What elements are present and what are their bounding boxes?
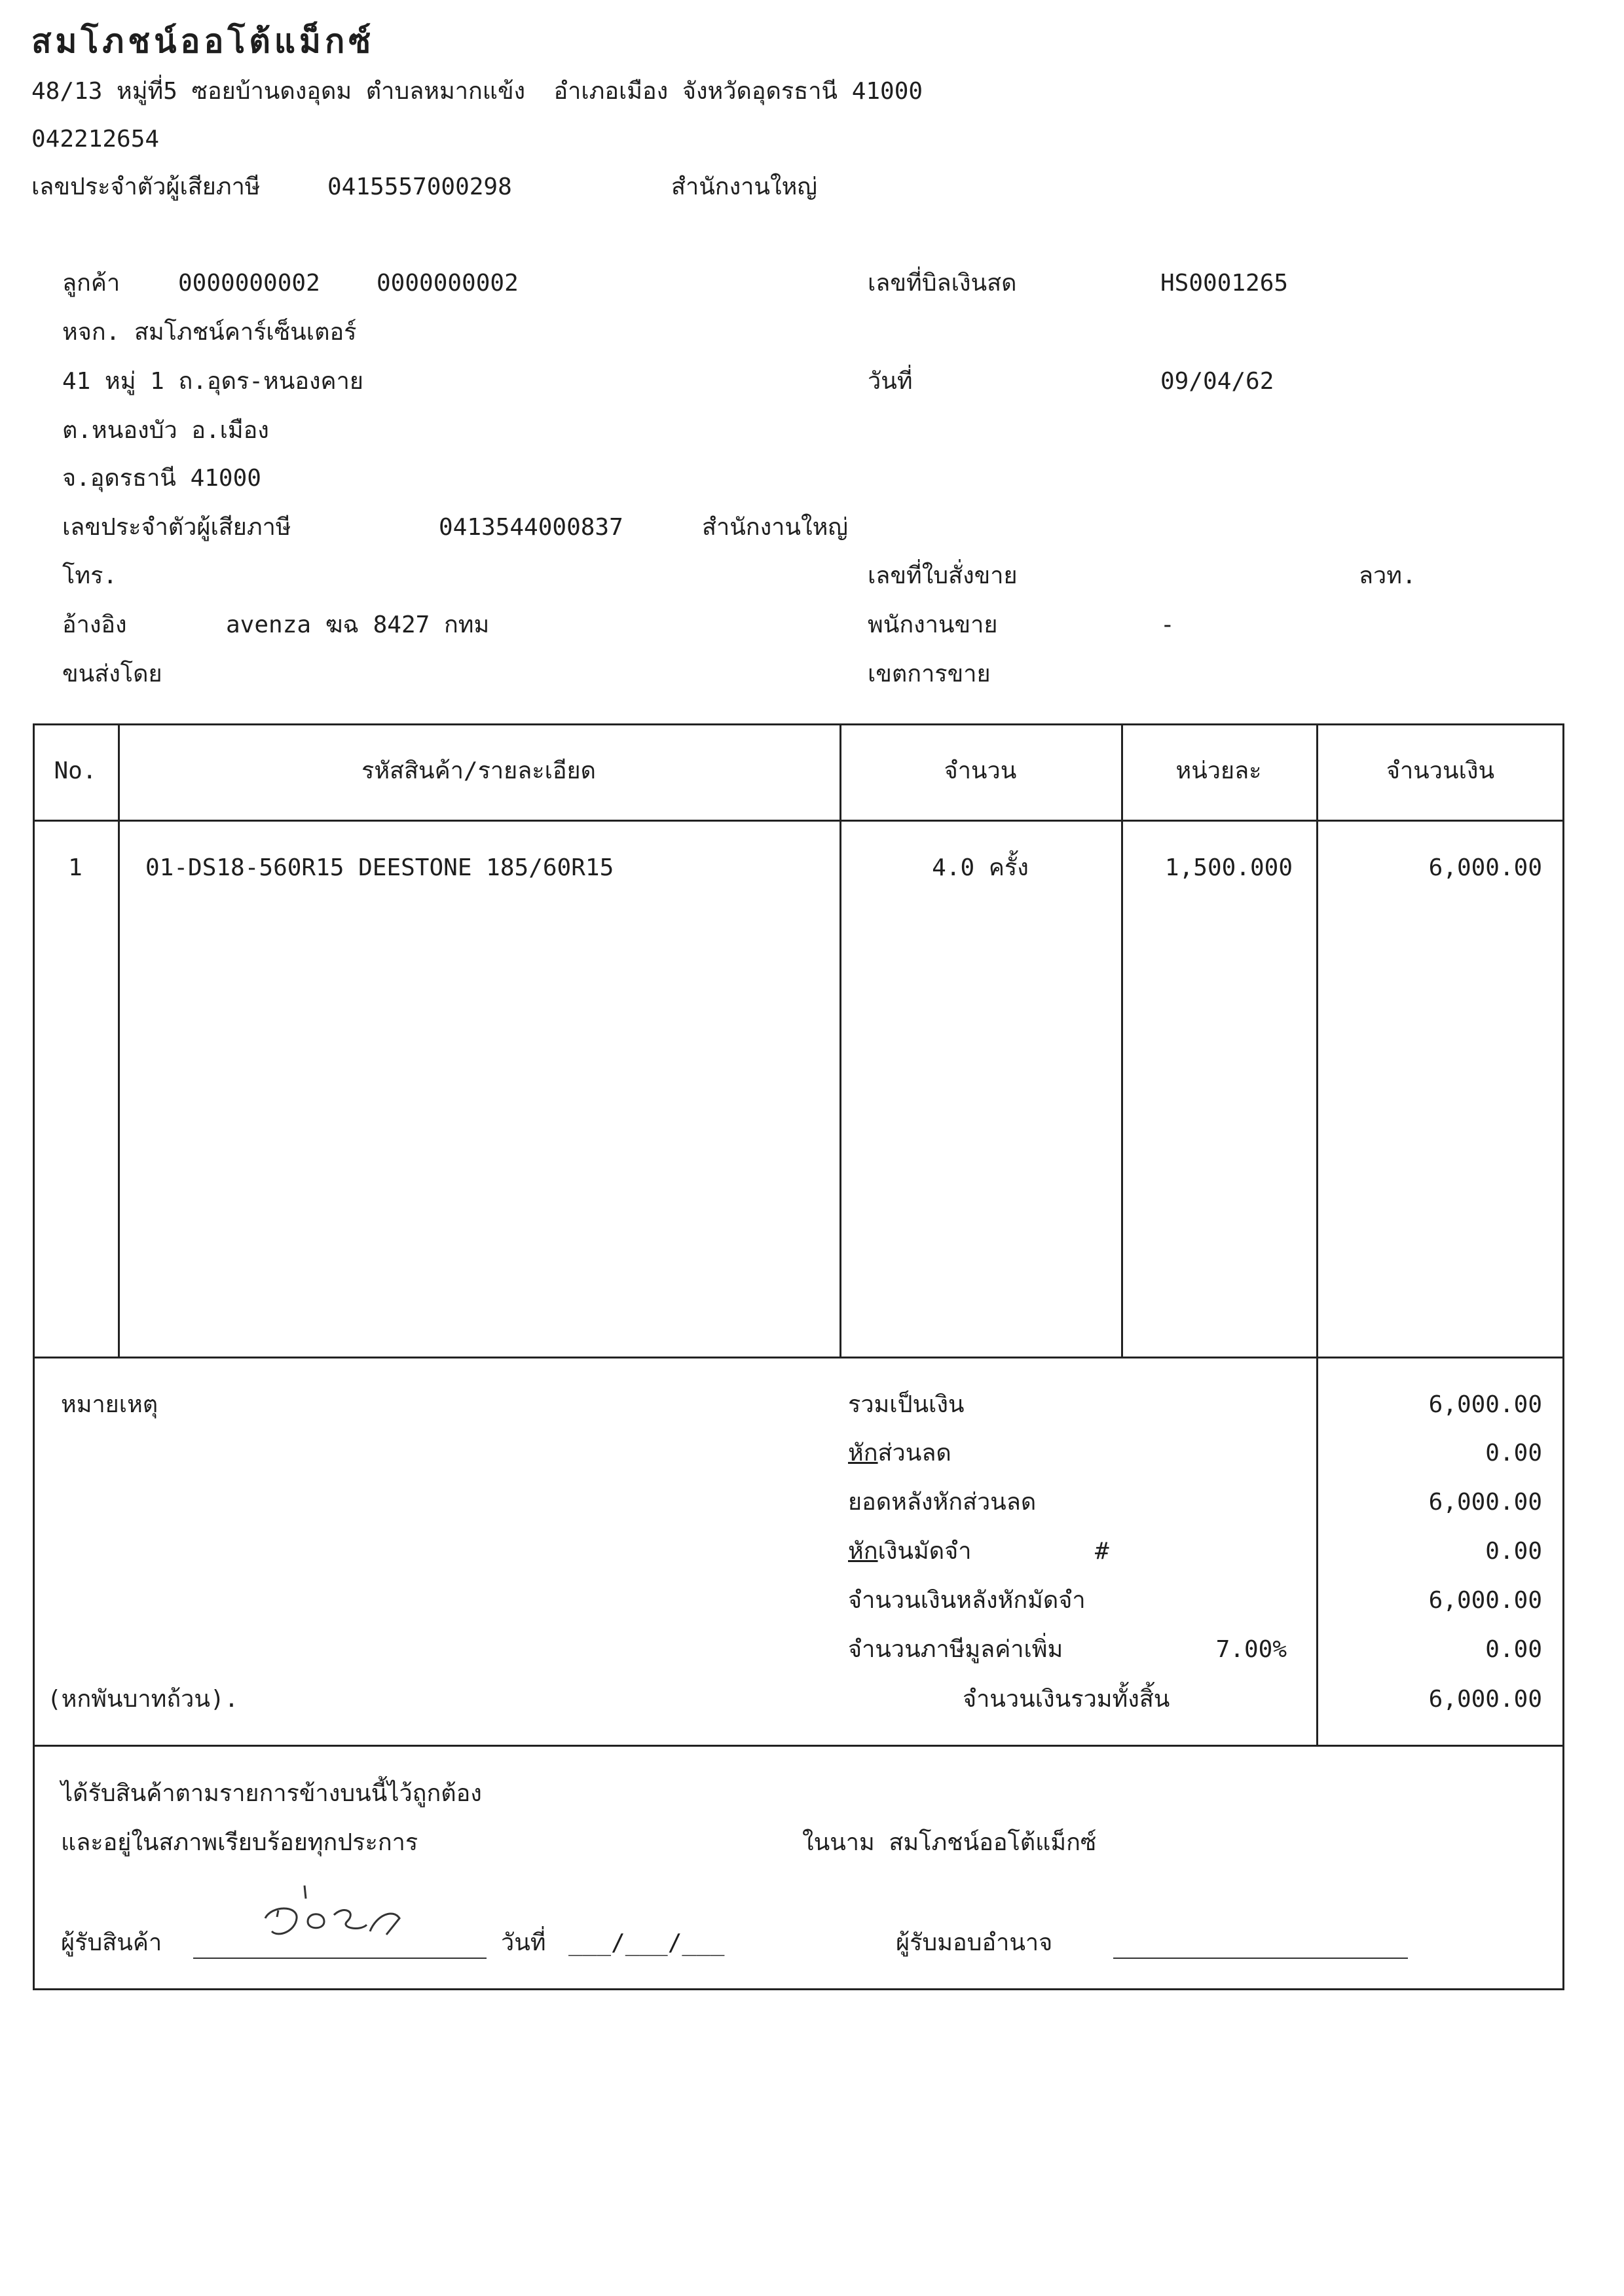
- item-amount: 6,000.00: [1428, 854, 1542, 881]
- customer-code-2: 0000000002: [377, 270, 519, 297]
- reference-label: อ้างอิง: [62, 611, 127, 638]
- after-deposit-label: จำนวนเงินหลังหักมัดจำ: [848, 1587, 1086, 1614]
- receiver-signature-line: [193, 1958, 487, 1959]
- col-divider-1: [118, 723, 120, 1357]
- company-tax-id: 0415557000298: [327, 173, 512, 200]
- totals-bottom-divider: [33, 1745, 1564, 1747]
- salesperson-value: -: [1160, 611, 1175, 638]
- company-tax-label: เลขประจำตัวผู้เสียภาษี: [31, 173, 261, 200]
- customer-code-1: 0000000002: [178, 270, 320, 297]
- item-description: 01-DS18-560R15 DEESTONE 185/60R15: [145, 854, 614, 881]
- item-no: 1: [68, 854, 83, 881]
- salesperson-label: พนักงานขาย: [868, 611, 998, 638]
- header-amount: จำนวนเงิน: [1386, 757, 1495, 784]
- shipped-by-label: ขนส่งโดย: [62, 661, 162, 687]
- receiver-label: ผู้รับสินค้า: [61, 1929, 162, 1956]
- receive-date-blank: ___/___/___: [568, 1929, 725, 1956]
- deposit-prefix: หัก: [848, 1538, 878, 1565]
- invoice-number: HS0001265: [1160, 270, 1289, 297]
- discount-value: 0.00: [1485, 1440, 1542, 1467]
- subtotal-value: 6,000.00: [1428, 1391, 1542, 1418]
- company-phone: 042212654: [31, 126, 160, 153]
- grand-total-label: จำนวนเงินรวมทั้งสิ้น: [963, 1686, 1170, 1713]
- received-statement-2: และอยู่ในสภาพเรียบร้อยทุกประการ: [61, 1829, 418, 1856]
- after-discount-value: 6,000.00: [1428, 1489, 1542, 1516]
- deposit-hash: #: [1095, 1538, 1109, 1565]
- company-name: สมโภชน์ออโต้แม็กซ์: [31, 22, 375, 60]
- discount-text: ส่วนลด: [877, 1440, 951, 1467]
- deposit-label: [848, 1540, 971, 1563]
- received-statement-1: ได้รับสินค้าตามรายการข้างบนนี้ไว้ถูกต้อง: [61, 1780, 482, 1807]
- after-discount-label: ยอดหลังหักส่วนลด: [848, 1489, 1037, 1516]
- discount-label: [848, 1442, 951, 1465]
- header-unit-price: หน่วยละ: [1175, 757, 1262, 784]
- item-unit-price: 1,500.000: [1164, 854, 1293, 881]
- reference-value: avenza ฆฉ 8427 กทม: [226, 611, 490, 638]
- on-behalf-of: ในนาม สมโภชน์ออโต้แม็กซ์: [802, 1829, 1097, 1856]
- receiver-signature: [252, 1879, 409, 1951]
- sales-area-label: เขตการขาย: [868, 661, 991, 687]
- customer-tax-id: 0413544000837: [439, 514, 623, 541]
- header-divider: [33, 820, 1564, 822]
- customer-phone-label: โทร.: [62, 562, 118, 589]
- deposit-value: 0.00: [1485, 1538, 1542, 1565]
- vat-rate: 7.00%: [1215, 1636, 1287, 1663]
- invoice-date-label: วันที่: [868, 368, 913, 395]
- authorized-label: ผู้รับมอบอำนาจ: [896, 1929, 1053, 1956]
- amount-in-words: (หกพันบาทถ้วน).: [47, 1686, 239, 1713]
- customer-address-3: จ.อุดรธานี 41000: [62, 465, 261, 492]
- after-deposit-value: 6,000.00: [1428, 1587, 1542, 1614]
- vat-label: จำนวนภาษีมูลค่าเพิ่ม: [848, 1636, 1063, 1663]
- item-quantity: 4.0 ครั้ง: [932, 854, 1029, 881]
- customer-tax-label: เลขประจำตัวผู้เสียภาษี: [62, 514, 291, 541]
- col-divider-2: [840, 723, 841, 1357]
- company-branch: สำนักงานใหญ่: [671, 173, 817, 200]
- receive-date-label: วันที่: [501, 1929, 546, 1956]
- remark-label: หมายเหตุ: [61, 1391, 158, 1418]
- customer-address-1: 41 หมู่ 1 ถ.อุดร-หนองคาย: [62, 368, 363, 395]
- items-bottom-divider: [33, 1357, 1564, 1358]
- invoice-date: 09/04/62: [1160, 368, 1274, 395]
- discount-prefix: หัก: [848, 1440, 878, 1467]
- subtotal-label: รวมเป็นเงิน: [848, 1391, 965, 1418]
- header-quantity: จำนวน: [944, 757, 1017, 784]
- sales-order-suffix: ลวท.: [1359, 562, 1416, 589]
- customer-label: ลูกค้า: [62, 270, 120, 297]
- customer-name: หจก. สมโภชน์คาร์เซ็นเตอร์: [62, 319, 357, 346]
- authorized-signature-line: [1113, 1958, 1408, 1959]
- grand-total-value: 6,000.00: [1428, 1686, 1542, 1713]
- sales-order-label: เลขที่ใบสั่งขาย: [868, 562, 1018, 589]
- customer-branch: สำนักงานใหญ่: [702, 514, 848, 541]
- company-address: 48/13 หมู่ที่5 ซอยบ้านดงอุดม ตำบลหมากแข้ง อำเภอเมือง จังหวัดอุดรธานี 41000: [31, 78, 923, 105]
- header-description: รหัสสินค้า/รายละเอียด: [361, 757, 597, 784]
- col-divider-3: [1121, 723, 1123, 1357]
- invoice-number-label: เลขที่บิลเงินสด: [868, 270, 1017, 297]
- header-no: No.: [54, 757, 97, 784]
- vat-value: 0.00: [1485, 1636, 1542, 1663]
- customer-address-2: ต.หนองบัว อ.เมือง: [62, 417, 269, 444]
- deposit-text: เงินมัดจำ: [877, 1538, 972, 1565]
